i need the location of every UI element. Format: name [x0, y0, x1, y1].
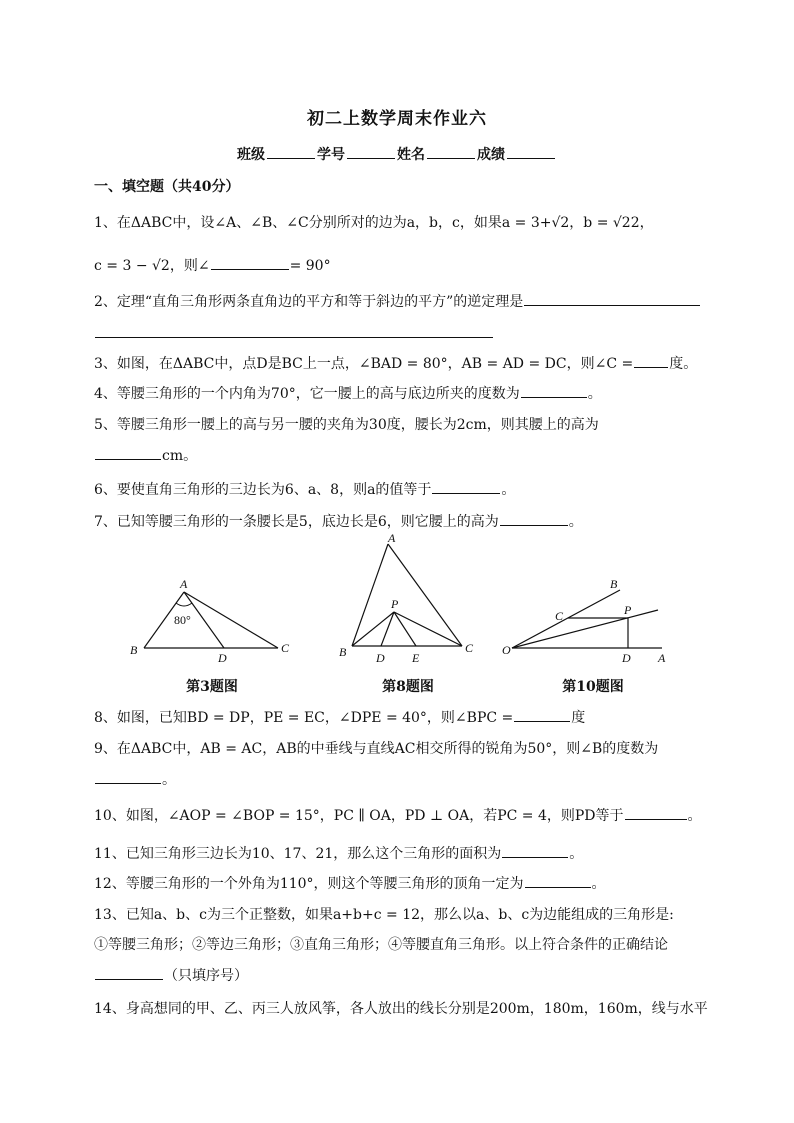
question-4-text-end: 。 — [587, 386, 602, 402]
question-10-blank[interactable] — [625, 804, 687, 820]
fig3-label-b: B — [130, 643, 138, 657]
question-12-text-end: 。 — [591, 876, 606, 892]
score-label: 成绩 — [477, 147, 505, 163]
question-4-text: 4、等腰三角形的一个内角为70°，它一腰上的高与底边所夹的度数为 — [94, 386, 520, 402]
question-5-line-2 — [94, 444, 700, 465]
question-1-text-end: = 90° — [289, 258, 331, 274]
fig10-ray-ob — [512, 590, 620, 648]
fig8-label-b: B — [339, 645, 347, 659]
question-7-blank[interactable] — [500, 510, 568, 526]
fig8-label-c: C — [465, 641, 474, 655]
question-13-line-3 — [94, 964, 700, 985]
question-2-blank-2[interactable] — [95, 322, 493, 338]
score-blank[interactable] — [507, 144, 555, 159]
fig10-ray-op — [512, 610, 658, 648]
question-6-blank[interactable] — [432, 478, 500, 494]
question-9-line-1: 9、在ΔABC中，AB = AC，AB的中垂线与直线AC相交所得的锐角为50°，则∠B的度数为 — [94, 741, 659, 757]
fig8-label-e: E — [412, 651, 420, 665]
question-2-text: 2、定理“直角三角形两条直角边的平方和等于斜边的平方”的逆定理是 — [94, 294, 524, 310]
question-6 — [94, 478, 700, 499]
question-13-line-1: 13、已知a、b、c为三个正整数，如果a+b+c = 12，那么以a、b、c为边能组成的三角形是: — [94, 907, 674, 923]
name-blank[interactable] — [427, 144, 475, 159]
question-8 — [94, 706, 700, 727]
question-11-text-end: 。 — [569, 846, 584, 862]
figure-10-diagram — [498, 574, 674, 668]
question-1-blank[interactable] — [211, 254, 289, 270]
figure-8-diagram — [336, 532, 482, 668]
fig3-label-c: C — [281, 641, 290, 655]
question-5-blank[interactable] — [95, 444, 161, 460]
id-blank[interactable] — [347, 144, 395, 159]
question-12-text: 12、等腰三角形的一个外角为110°，则这个等腰三角形的顶角一定为 — [94, 876, 524, 892]
class-label: 班级 — [237, 147, 265, 163]
question-9-text-end: 。 — [162, 772, 176, 788]
fig8-label-d: D — [376, 651, 385, 665]
question-10-text-end: 。 — [687, 808, 702, 824]
fig3-label-d: D — [218, 651, 227, 665]
question-2-blank-1[interactable] — [524, 290, 700, 306]
fig3-angle-arc — [176, 603, 192, 606]
fig3-side-ac — [184, 592, 278, 648]
question-4-blank[interactable] — [521, 382, 587, 398]
question-8-blank[interactable] — [514, 706, 570, 722]
question-1-line-2 — [94, 254, 700, 275]
question-9-blank[interactable] — [95, 768, 161, 784]
question-9-line-2 — [94, 768, 700, 789]
figure-3-diagram — [126, 576, 296, 666]
question-1-line-1: 1、在ΔABC中，设∠A、∠B、∠C分别所对的边为a，b，c，如果a = 3+√2，b = √22， — [94, 215, 654, 231]
question-5-line-1: 5、等腰三角形一腰上的高与另一腰的夹角为30度，腰长为2cm，则其腰上的高为 — [94, 417, 599, 433]
question-13-text-end: （只填序号） — [164, 968, 248, 984]
question-3-blank[interactable] — [634, 352, 668, 368]
student-info-line — [0, 144, 794, 164]
question-2-line-1 — [94, 290, 700, 311]
section-heading: 一、填空题（共40分） — [94, 179, 240, 195]
fig8-label-p: P — [391, 597, 399, 611]
fig10-label-o: O — [502, 643, 511, 657]
question-7-text-end: 。 — [568, 514, 583, 530]
question-5-text-end: cm。 — [162, 448, 198, 464]
question-3 — [94, 352, 700, 373]
question-13-line-2: ①等腰三角形；②等边三角形；③直角三角形；④等腰直角三角形。以上符合条件的正确结论 — [94, 937, 668, 953]
question-1-text: c = 3 − √2，则∠ — [94, 258, 210, 274]
question-11-blank[interactable] — [502, 842, 568, 858]
question-6-text: 6、要使直角三角形的三边长为6、a、8，则a的值等于 — [94, 482, 432, 498]
question-13-blank[interactable] — [95, 964, 163, 980]
question-7-text: 7、已知等腰三角形的一条腰长是5，底边长是6，则它腰上的高为 — [94, 514, 499, 530]
fig3-label-a: A — [180, 577, 188, 591]
fig10-label-d: D — [622, 651, 631, 665]
question-11 — [94, 842, 700, 863]
class-blank[interactable] — [267, 144, 315, 159]
question-3-text-end: 度。 — [669, 356, 698, 372]
question-11-text: 11、已知三角形三边长为10、17、21，那么这个三角形的面积为 — [94, 846, 502, 862]
question-4 — [94, 382, 700, 403]
page-title: 初二上数学周末作业六 — [307, 109, 487, 129]
figure-10-caption: 第10题图 — [562, 679, 624, 695]
fig10-label-a: A — [658, 651, 666, 665]
question-12 — [94, 872, 700, 893]
fig10-label-b: B — [610, 577, 618, 591]
question-3-text: 3、如图，在ΔABC中，点D是BC上一点，∠BAD = 80°，AB = AD = DC，则∠C = — [94, 356, 634, 372]
question-10 — [94, 804, 700, 825]
id-label: 学号 — [317, 147, 345, 163]
question-8-text-end: 度 — [571, 710, 586, 726]
question-6-text-end: 。 — [501, 482, 516, 498]
question-2-line-2 — [94, 322, 700, 342]
figure-8-caption: 第8题图 — [382, 679, 434, 695]
question-7 — [94, 510, 700, 531]
fig8-segment-pc — [394, 612, 462, 646]
fig10-label-p: P — [624, 603, 632, 617]
fig3-angle-label: 80° — [174, 613, 191, 627]
fig8-side-ac — [388, 544, 462, 646]
question-12-blank[interactable] — [525, 872, 591, 888]
question-8-text: 8、如图，已知BD = DP，PE = EC，∠DPE = 40°，则∠BPC = — [94, 710, 514, 726]
name-label: 姓名 — [397, 147, 425, 163]
figure-3-caption: 第3题图 — [186, 679, 238, 695]
fig10-label-c: C — [555, 609, 564, 623]
fig8-label-a: A — [388, 532, 396, 545]
question-14-line-1: 14、身高想同的甲、乙、丙三人放风筝，各人放出的线长分别是200m，180m，160m，线与水平 — [94, 1001, 708, 1017]
question-10-text: 10、如图，∠AOP = ∠BOP = 15°，PC ∥ OA，PD ⊥ OA，若PC = 4，则PD等于 — [94, 808, 624, 824]
